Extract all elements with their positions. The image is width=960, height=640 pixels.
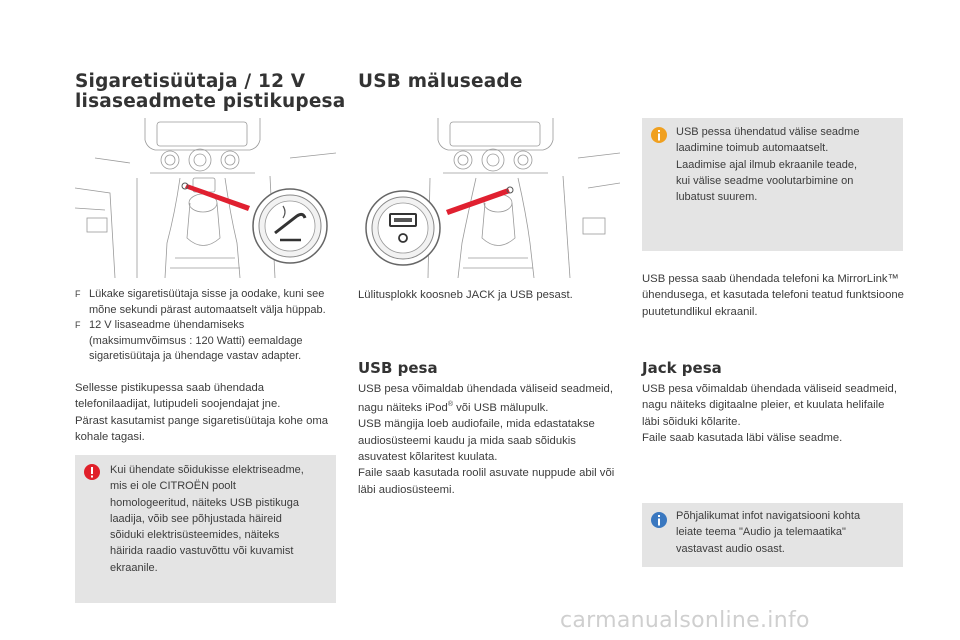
- jack-heading: Jack pesa: [642, 359, 722, 377]
- usb-description: USB pesa võimaldab ühendada väliseid seadmeid, nagu näiteks iPod® või USB mälupulk. USB mängija loeb audiofaile, mida edastatakse audiosüsteemi kaudu ja mida saab sõidukis asuvatest kõlaritest kuulata. Faile saab kasutada roolil asuvate nuppude abil või läbi audiosüsteemi.: [358, 383, 615, 496]
- warning-box: [75, 455, 336, 603]
- footer-watermark: carmanualsonline.info: [560, 608, 810, 633]
- info-text-charging: USB pessa ühendatud välise seadme laadimine toimub automaatselt. Laadimise ajal ilmub ekraanile teade, kui välise seadme voolutarbimine on lubatust suurem.: [676, 126, 860, 204]
- section-title-cigarette: Sigaretisüütaja / 12 V lisaseadmete pistikupesa: [75, 71, 346, 112]
- usb-heading: USB pesa: [358, 359, 438, 377]
- list-item: F Lükake sigaretisüütaja sisse ja oodake, kuni see mõne sekundi pärast automaatselt välja hüppab.: [75, 288, 326, 316]
- info-icon: [651, 127, 667, 143]
- jack-description: USB pesa võimaldab ühendada väliseid seadmeid, nagu näiteks digitaalne pleier, et kuulata helifaile läbi sõiduki kõlarite. Faile saab kasutada läbi välise seadme.: [642, 383, 897, 444]
- info-box-charging: [642, 118, 903, 251]
- cigarette-lighter-illustration: [75, 118, 336, 278]
- paragraph-usage: Sellesse pistikupessa saab ühendada telefonilaadijat, lutipudeli soojendajat jne. Pärast kasutamist pange sigaretisüütaja kohe oma kohale tagasi.: [75, 382, 329, 443]
- warning-text: Kui ühendate sõidukisse elektriseadme, mis ei ole CITROËN poolt homologeeritud, näiteks USB pistikuga laadija, võib see põhjustada häireid sõiduki elektrisüsteemides, näiteks häirida raadio vastuvõttu või kuvamist ekraanile.: [110, 464, 304, 574]
- section-title-usb: USB mäluseade: [358, 71, 523, 92]
- info-box-navigation: [642, 503, 903, 567]
- info-icon: [651, 512, 667, 528]
- warning-icon: [84, 464, 100, 480]
- list-item: F 12 V lisaseadme ühendamiseks (maksimumvõimsus : 120 Watti) eemaldage sigaretisüütaja ja ühendage vastav adapter.: [75, 319, 303, 362]
- mirrorlink-paragraph: USB pessa saab ühendada telefoni ka MirrorLink™ ühendusega, et kasutada telefoni teatud funktsioone puutetundlikul ekraanil.: [642, 273, 904, 318]
- instruction-list: [75, 287, 337, 365]
- info-text-navigation: Põhjalikumat infot navigatsiooni kohta leiate teema "Audio ja telemaatika" vastavast audio osast.: [676, 510, 861, 555]
- usb-jack-illustration: [358, 118, 620, 278]
- usb-caption: Lülitusplokk koosneb JACK ja USB pesast.: [358, 289, 573, 301]
